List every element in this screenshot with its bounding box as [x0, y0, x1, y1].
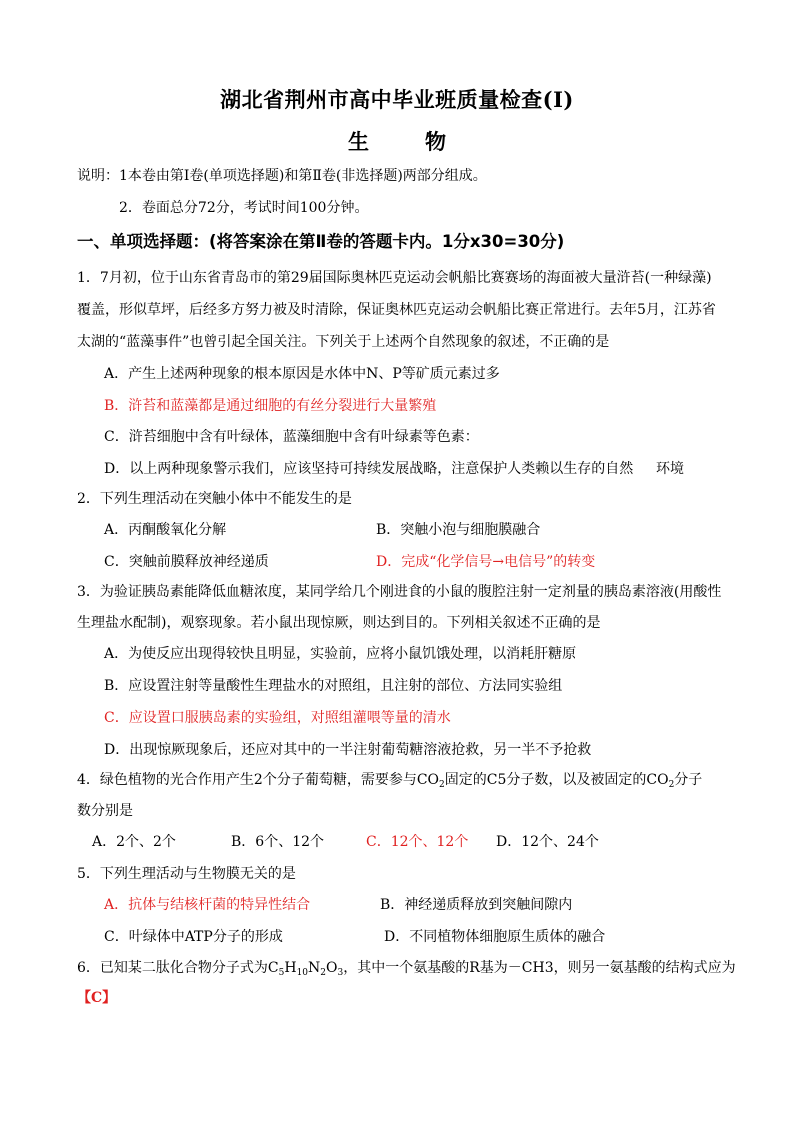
q3-option-b: B．应设置注射等量酸性生理盐水的对照组，且注射的部位、方法同实验组: [104, 678, 563, 694]
page-title: 湖北省荆州市高中毕业班质量检查(Ⅰ): [220, 87, 574, 112]
subject-char-1: 生: [348, 129, 369, 154]
q5-option-b: B．神经递质释放到突触间隙内: [380, 897, 573, 913]
q1-stem-line-3: 太湖的“蓝藻事件”也曾引起全国关注。下列关于上述两个自然现象的叙述，不正确的是: [77, 334, 610, 350]
q2-option-b: B．突触小泡与细胞膜融合: [376, 522, 541, 538]
note-line-1: 说明：1本卷由第Ⅰ卷(单项选择题)和第Ⅱ卷(非选择题)两部分组成。: [77, 168, 487, 184]
q6-stem-part-1: 6．已知某二肽化合物分子式为C: [77, 960, 279, 976]
q3-stem-line-2: 生理盐水配制)，观察现象。若小鼠出现惊厥，则达到目的。下列相关叙述不正确的是: [77, 615, 601, 631]
q5-option-d: D．不同植物体细胞原生质体的融合: [384, 929, 606, 945]
q1-option-d-end: 环境: [656, 461, 684, 477]
q2-option-d-answer: D．完成“化学信号→电信号”的转变: [376, 554, 596, 570]
q3-option-d: D．出现惊厥现象后，还应对其中的一半注射葡萄糖溶液抢救，另一半不予抢救: [104, 742, 592, 758]
q6-sub-o: 3: [337, 968, 344, 978]
q6-stem: [77, 958, 736, 978]
q4-stem-part-1: 4．绿色植物的光合作用产生2个分子葡萄糖，需要参与CO: [77, 772, 440, 788]
q1-option-b-answer: B．浒苔和蓝藻都是通过细胞的有丝分裂进行大量繁殖: [104, 398, 437, 414]
q4-option-b: B．6个、12个: [231, 834, 325, 850]
q6-sub-h: 10: [296, 968, 309, 978]
q3-stem-line-1: 3．为验证胰岛素能降低血糖浓度，某同学给几个刚进食的小鼠的腹腔注射一定剂量的胰岛素溶液(用酸性: [77, 584, 722, 600]
q3-option-c-answer: C．应设置口服胰岛素的实验组，对照组灌喂等量的清水: [104, 710, 451, 726]
q4-stem-part-2: 固定的C5分子数，以及被固定的CO: [444, 772, 669, 788]
q4-subscript-2: 2: [668, 780, 675, 790]
q6-o: O: [326, 960, 338, 976]
q1-option-a: A．产生上述两种现象的根本原因是水体中N、P等矿质元素过多: [104, 366, 500, 382]
q3-option-a: A．为使反应出现得较快且明显，实验前，应将小鼠饥饿处理，以消耗肝糖原: [104, 646, 577, 662]
q5-stem: 5．下列生理活动与生物膜无关的是: [77, 866, 296, 882]
q6-sub-n: 2: [320, 968, 327, 978]
subject-title: [0, 126, 794, 156]
q6-n: N: [308, 960, 321, 976]
subject-char-2: 物: [425, 129, 446, 154]
q2-option-a: A．丙酮酸氧化分解: [104, 522, 227, 538]
q4-option-c-answer: C．12个、12个: [366, 834, 469, 850]
q5-option-c: C．叶绿体中ATP分子的形成: [104, 929, 283, 945]
note-line-2: 2．卷面总分72分，考试时间100分钟。: [119, 200, 369, 216]
q5-option-a-answer: A．抗体与结核杆菌的特异性结合: [104, 897, 311, 913]
q4-stem-line-2: 数分别是: [77, 803, 133, 819]
q4-option-d: D．12个、24个: [496, 834, 599, 850]
q1-stem-line-2: 覆盖，形似草坪，后经多方努力被及时清除，保证奥林匹克运动会帆船比赛正常进行。去年5月，江苏省: [77, 302, 716, 318]
q6-stem-part-2: ，其中一个氨基酸的R基为－CH3，则另一氨基酸的结构式应为: [343, 960, 736, 976]
section-heading: 一、单项选择题：(将答案涂在第Ⅱ卷的答题卡内。1分x30=30分): [77, 232, 565, 251]
q2-option-c: C．突触前膜释放神经递质: [104, 554, 269, 570]
q1-option-c: C．浒苔细胞中含有叶绿体，蓝藻细胞中含有叶绿素等色素：: [104, 429, 479, 445]
q4-option-a: A．2个、2个: [92, 834, 176, 850]
q6-sub-c: 5: [278, 968, 285, 978]
q6-h: H: [284, 960, 297, 976]
q1-stem-line-1: 1．7月初，位于山东省青岛市的第29届国际奥林匹克运动会帆船比赛赛场的海面被大量浒苔(一种绿藻): [77, 270, 712, 286]
q1-option-d: D．以上两种现象警示我们，应该坚持可持续发展战略，注意保护人类赖以生存的自然: [104, 461, 634, 477]
q6-answer: 【C】: [77, 990, 117, 1006]
q4-stem-line-1: [77, 770, 702, 790]
q4-stem-part-3: 分子: [674, 772, 703, 788]
q4-subscript-1: 2: [439, 780, 445, 790]
q2-stem: 2．下列生理活动在突触小体中不能发生的是: [77, 491, 352, 507]
